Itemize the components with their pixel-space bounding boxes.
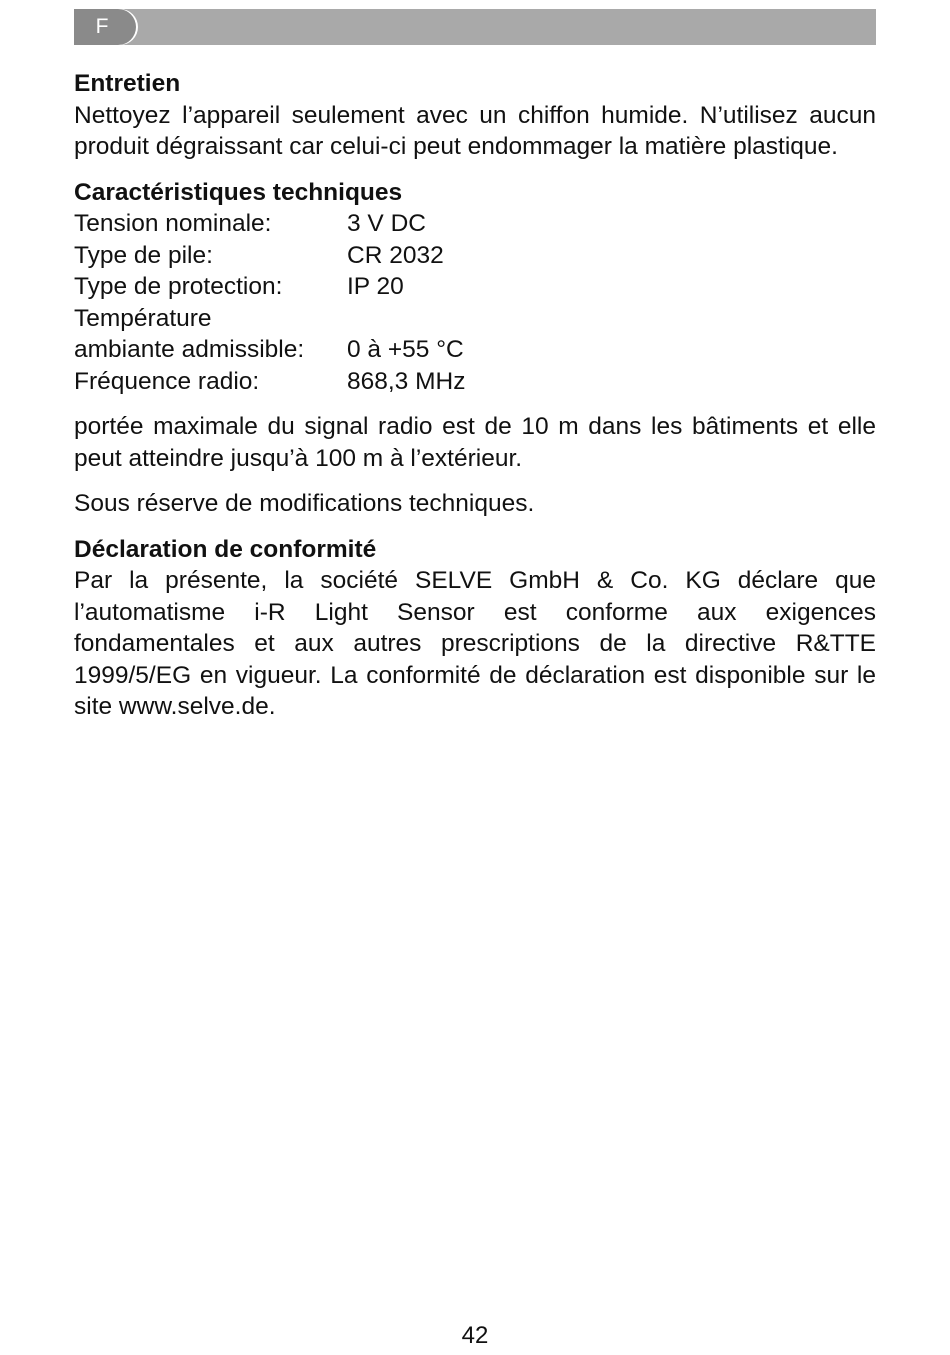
spec-value: 868,3 MHz bbox=[347, 367, 466, 395]
spec-value: 3 V DC bbox=[347, 210, 426, 237]
spec-label: ambiante admissible: bbox=[74, 336, 305, 363]
spec-row bbox=[74, 208, 876, 240]
spec-row bbox=[74, 271, 876, 303]
spec-row bbox=[74, 366, 876, 398]
spec-label: Type de protection: bbox=[74, 273, 283, 300]
document-body bbox=[74, 68, 876, 723]
spec-label: Température bbox=[74, 304, 212, 332]
header-bar bbox=[74, 9, 876, 45]
spec-label: Fréquence radio: bbox=[74, 367, 260, 395]
spec-value bbox=[347, 303, 876, 335]
language-label: F bbox=[95, 15, 109, 38]
spec-value: 0 à +55 °C bbox=[347, 336, 464, 363]
spec-value: CR 2032 bbox=[347, 241, 444, 269]
radio-range-note: portée maximale du signal radio est de 10 m dans les bâtiments et elle peut atteindre jusqu’à 100 m à l’extérieur. bbox=[74, 413, 876, 472]
entretien-text: Nettoyez l’appareil seulement avec un chiffon humide. N’utilisez aucun produit dégraissant car celui-ci peut endommager la matière plastique. bbox=[74, 101, 876, 160]
spec-label: Tension nominale: bbox=[74, 210, 272, 237]
section-title-conformity: Déclaration de conformité bbox=[74, 535, 377, 563]
specs-table bbox=[74, 208, 876, 397]
spec-value: IP 20 bbox=[347, 273, 404, 300]
spec-label: Type de pile: bbox=[74, 241, 213, 269]
section-title-specs: Caractéristiques techniques bbox=[74, 178, 403, 206]
spec-row bbox=[74, 334, 876, 366]
spec-row bbox=[74, 240, 876, 272]
language-badge bbox=[74, 9, 136, 45]
spec-row bbox=[74, 303, 876, 335]
conformity-text: Par la présente, la société SELVE GmbH & Co. KG déclare que l’automatisme i-R Light Sensor est conforme aux exigences fondamentales et aux autres prescriptions de la directive R&TTE 1999/5/EG en vigueur. La conformité de déclaration est disponible sur le site www.selve.de. bbox=[74, 567, 876, 720]
page-number: 42 bbox=[461, 1322, 489, 1349]
section-title-entretien: Entretien bbox=[74, 70, 181, 97]
reserve-note: Sous réserve de modifications techniques. bbox=[74, 490, 535, 517]
